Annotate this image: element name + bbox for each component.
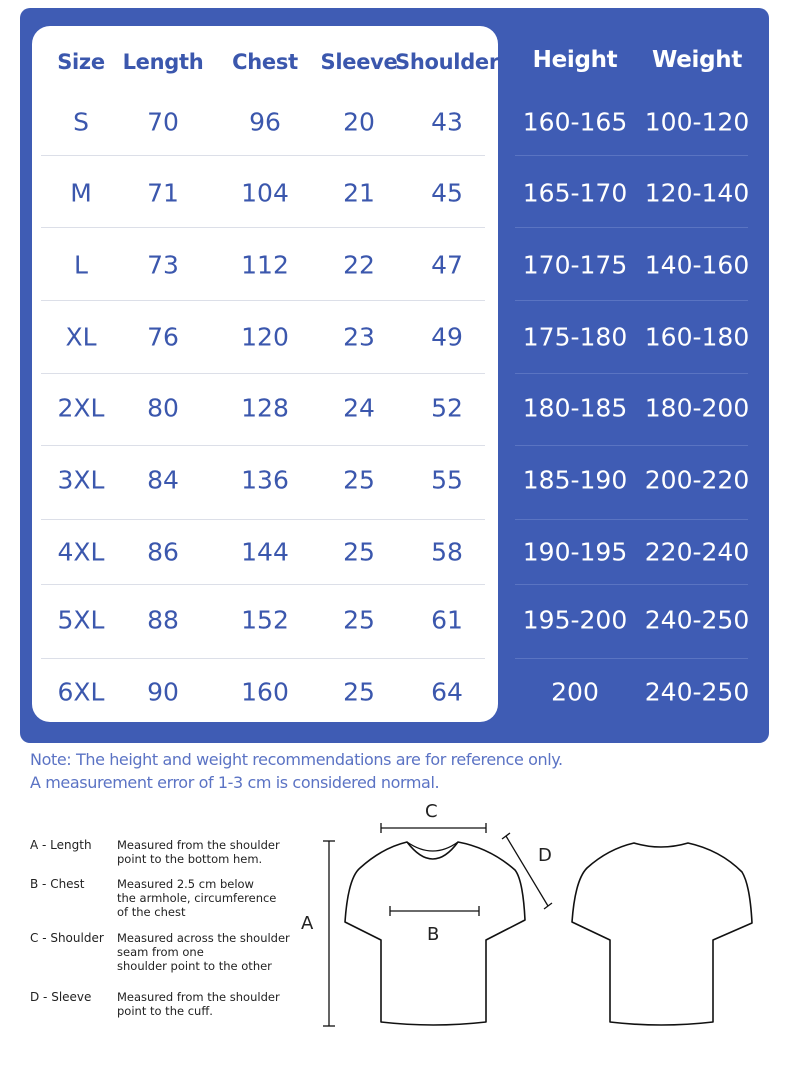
legend-description-line: the armhole, circumference [117,891,277,905]
legend-description-line: point to the bottom hem. [117,852,263,866]
table-cell: 58 [431,537,463,567]
recommend-cell: 240-250 [644,677,750,707]
header-weight: Weight [651,47,743,73]
recommend-cell: 165-170 [522,178,628,208]
table-cell: 24 [343,393,375,423]
legend-description-line: point to the cuff. [117,1004,213,1018]
table-cell: L [74,250,88,280]
table-cell: 61 [431,605,463,635]
recommend-cell: 200-220 [644,465,750,495]
table-cell: 64 [431,677,463,707]
legend-term: A - Length [30,838,92,852]
header-length: Length [122,50,204,74]
table-cell: 136 [241,465,289,495]
table-cell: 6XL [57,677,105,707]
table-cell: 49 [431,322,463,352]
table-cell: 88 [147,605,179,635]
header-chest: Chest [232,50,298,74]
table-cell: 84 [147,465,179,495]
table-cell: 52 [431,393,463,423]
table-cell: 25 [343,537,375,567]
recommend-cell: 240-250 [644,605,750,635]
table-cell: 43 [431,107,463,137]
legend-term: C - Shoulder [30,931,104,945]
table-cell: 70 [147,107,179,137]
table-cell: 5XL [57,605,105,635]
table-cell: 112 [241,250,289,280]
recommend-cell: 160-165 [522,107,628,137]
table-cell: 55 [431,465,463,495]
table-cell: 4XL [57,537,105,567]
table-cell: M [70,178,92,208]
table-cell: 120 [241,322,289,352]
table-cell: 73 [147,250,179,280]
recommend-cell: 190-195 [522,537,628,567]
tshirt-back-outline [572,843,752,1025]
note-line-2: A measurement error of 1-3 cm is considered normal. [30,773,440,792]
recommend-cell: 220-240 [644,537,750,567]
recommend-cell: 180-185 [522,393,628,423]
header-shoulder: Shoulder [395,50,499,74]
label-b: B [427,924,440,945]
legend-description-line: seam from one [117,945,204,959]
label-c: C [425,801,438,822]
table-cell: 76 [147,322,179,352]
legend-description-line: shoulder point to the other [117,959,272,973]
table-cell: 86 [147,537,179,567]
legend-term: B - Chest [30,877,85,891]
table-cell: 80 [147,393,179,423]
table-cell: 25 [343,605,375,635]
legend-description-line: Measured across the shoulder [117,931,290,945]
legend-description-line: Measured from the shoulder [117,838,280,852]
recommend-cell: 100-120 [644,107,750,137]
table-cell: 25 [343,465,375,495]
table-cell: 96 [249,107,281,137]
table-cell: 47 [431,250,463,280]
note-line-1: Note: The height and weight recommendations are for reference only. [30,750,563,769]
table-cell: 160 [241,677,289,707]
recommend-cell: 140-160 [644,250,750,280]
table-cell: 22 [343,250,375,280]
recommend-cell: 170-175 [522,250,628,280]
legend-description-line: Measured from the shoulder [117,990,280,1004]
header-size: Size [57,50,105,74]
table-cell: 20 [343,107,375,137]
label-d: D [538,845,552,866]
legend-description-line: of the chest [117,905,186,919]
table-cell: 71 [147,178,179,208]
table-cell: 25 [343,677,375,707]
table-cell: 3XL [57,465,105,495]
table-cell: S [73,107,89,137]
table-cell: 90 [147,677,179,707]
table-cell: 128 [241,393,289,423]
header-sleeve: Sleeve [320,50,398,74]
table-cell: 45 [431,178,463,208]
recommend-cell: 200 [551,677,599,707]
recommend-cell: 185-190 [522,465,628,495]
recommend-cell: 175-180 [522,322,628,352]
table-cell: 104 [241,178,289,208]
recommend-cell: 180-200 [644,393,750,423]
table-cell: 21 [343,178,375,208]
header-height: Height [532,47,618,73]
recommend-cell: 195-200 [522,605,628,635]
table-cell: XL [65,322,97,352]
table-cell: 144 [241,537,289,567]
table-cell: 23 [343,322,375,352]
table-cell: 152 [241,605,289,635]
legend-term: D - Sleeve [30,990,92,1004]
legend-description-line: Measured 2.5 cm below [117,877,254,891]
label-a: A [301,913,314,934]
recommend-cell: 120-140 [644,178,750,208]
table-cell: 2XL [57,393,105,423]
recommend-cell: 160-180 [644,322,750,352]
